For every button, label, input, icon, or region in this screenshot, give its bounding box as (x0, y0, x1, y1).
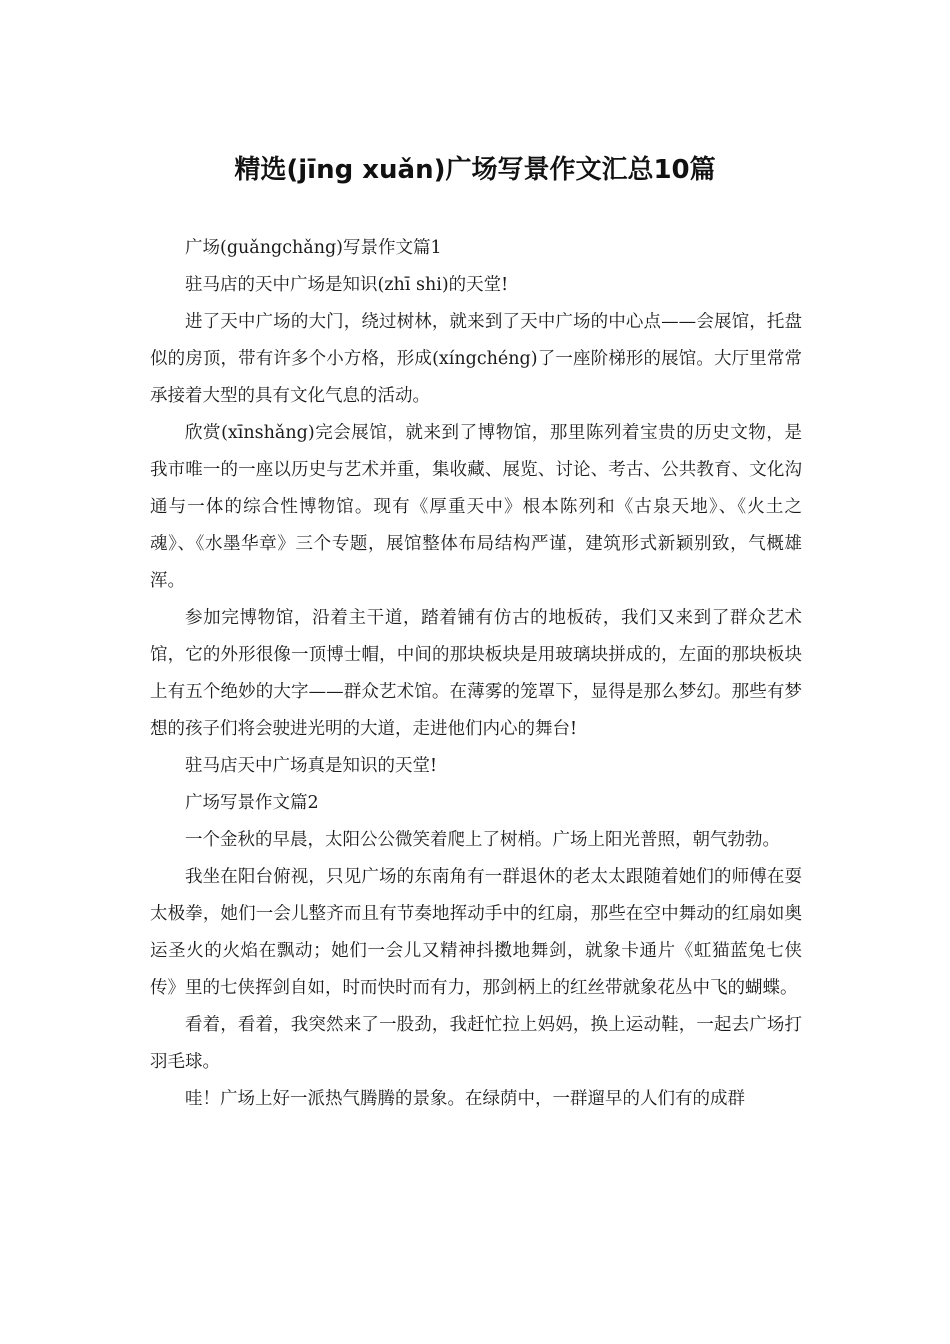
document-title: 精选(jīng xuǎn)广场写景作文汇总10篇 (234, 155, 716, 185)
paragraph: 驻马店天中广场真是知识的天堂! (185, 756, 438, 776)
paragraph: 看着，看着，我突然来了一股劲，我赶忙拉上妈妈，换上运动鞋，一起去广场打羽毛球。 (150, 1015, 802, 1072)
paragraph: 进了天中广场的大门，绕过树林，就来到了天中广场的中心点——会展馆，托盘似的房顶，带有许多个小方格，形成(xíngchéng)了一座阶梯形的展馆。大厅里常常承接着大型的具有文化气息的活动。 (150, 312, 802, 406)
section-heading-2: 广场写景作文篇2 (185, 793, 319, 813)
paragraph: 我坐在阳台俯视，只见广场的东南角有一群退休的老太太跟随着她们的师傅在耍太极拳，她们一会儿整齐而且有节奏地挥动手中的红扇，那些在空中舞动的红扇如奥运圣火的火焰在飘动；她们一会儿又精神抖擞地舞剑，就象卡通片《虹猫蓝兔七侠传》里的七侠挥剑自如，时而快时而有力，那剑柄上的红丝带就象花丛中飞的蝴蝶。 (150, 867, 802, 998)
paragraph: 一个金秋的早晨，太阳公公微笑着爬上了树梢。广场上阳光普照，朝气勃勃。 (185, 830, 780, 850)
section-heading-1: 广场(guǎngchǎng)写景作文篇1 (185, 238, 442, 258)
paragraph: 欣赏(xīnshǎng)完会展馆，就来到了博物馆，那里陈列着宝贵的历史文物，是我市唯一的一座以历史与艺术并重，集收藏、展览、讨论、考古、公共教育、文化沟通与一体的综合性博物馆。现有《厚重天中》根本陈列和《古泉天地》、《火土之魂》、《水墨华章》三个专题，展馆整体布局结构严谨，建筑形式新颖别致，气概雄浑。 (150, 423, 802, 591)
paragraph: 哇！广场上好一派热气腾腾的景象。在绿荫中，一群遛早的人们有的成群 (185, 1089, 745, 1109)
document-body (150, 230, 802, 1118)
paragraph: 参加完博物馆，沿着主干道，踏着铺有仿古的地板砖，我们又来到了群众艺术馆，它的外形很像一顶博士帽，中间的那块板块是用玻璃块拼成的，左面的那块板块上有五个绝妙的大字——群众艺术馆。在薄雾的笼罩下，显得是那么梦幻。那些有梦想的孩子们将会驶进光明的大道，走进他们内心的舞台! (150, 608, 802, 739)
paragraph: 驻马店的天中广场是知识(zhī shi)的天堂! (185, 275, 509, 295)
